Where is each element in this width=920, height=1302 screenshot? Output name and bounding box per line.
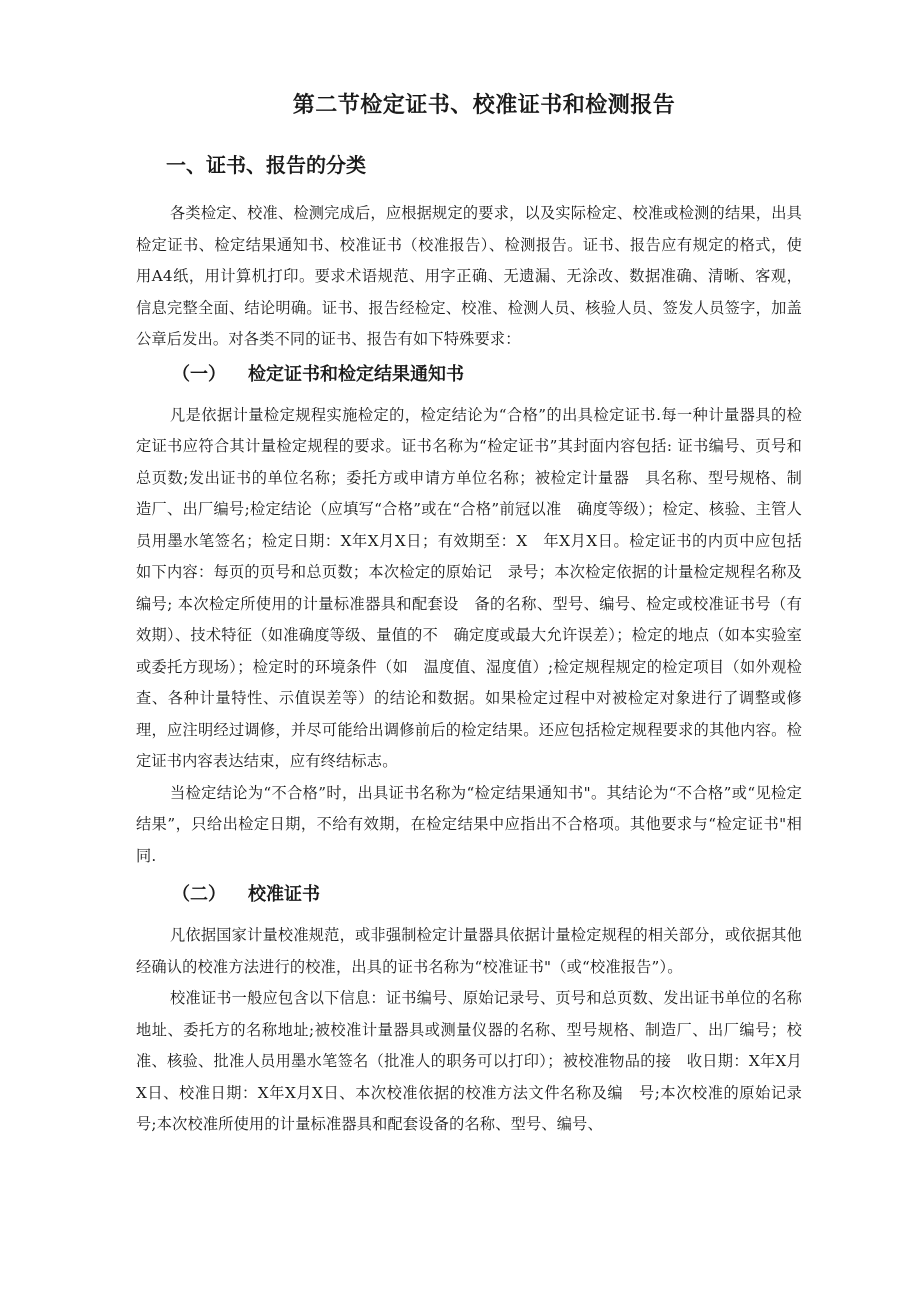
verification-certificate-paragraph: 凡是依据计量检定规程实施检定的，检定结论为“合格”的出具检定证书.每一种计量器具的检定证书应符合其计量检定规程的要求。证书名称为“检定证书”其封面内容包括: 证书编号、页号和总页数;发出证书的单位名称；委托方或申请方单位名称；被检定计量器 具名称、型号规格、制造厂、出厂编号;检定结论（应填写“合格”或在“合格”前冠以准 确度等级）；检定、核验、主管人员用墨水笔签名；检定日期：X年X月X日；有效期至：X 年X月X日。检定证书的内页中应包括如下内容：每页的页号和总页数；本次检定的原始记 录号；本次检定依据的计量检定规程名称及编号; 本次检定所使用的计量标准器具和配套设 备的名称、型号、编号、检定或校准证书号（有效期）、技术特征（如准确度等级、量值的不 确定度或最大允许误差）；检定的地点（如本实验室或委托方现场）；检定时的环境条件（如 温度值、湿度值）;检定规程规定的检定项目（如外观检查、各种计量特性、示值误差等）的结论和数据。如果检定过程中对被检定对象进行了调整或修理，应注明经过调修，并尽可能给出调修前后的检定结果。还应包括检定规程要求的其他内容。检定证书内容表达结束，应有终结标志。 — [136, 405, 802, 770]
page-title: 第二节检定证书、校准证书和检测报告 — [292, 93, 676, 118]
verification-result-notice-paragraph: 当检定结论为“不合格”时，出具证书名称为“检定结果通知书"。其结论为“不合格”或“见检定结果”，只给出检定日期，不给有效期，在检定结果中应指出不合格项。其他要求与“检定证书"相同. — [136, 783, 802, 865]
subsection-heading-calibration-certificate — [172, 880, 802, 906]
calibration-definition-paragraph: 凡依据国家计量校准规范，或非强制检定计量器具依据计量检定规程的相关部分，或依据其他经确认的校准方法进行的校准，出具的证书名称为“校准证书"（或“校准报告”）。 — [136, 926, 802, 976]
section-heading-classification: 一、证书、报告的分类 — [166, 153, 366, 177]
section-intro-paragraph: 各类检定、校准、检测完成后，应根据规定的要求，以及实际检定、校准或检测的结果，出具检定证书、检定结果通知书、校准证书（校准报告）、检测报告。证书、报告应有规定的格式，使用A4纸，用计算机打印。要求术语规范、用字正确、无遗漏、无涂改、数据准确、清晰、客观，信息完整全面、结论明确。证书、报告经检定、校准、检测人员、核验人员、签发人员签字，加盖公章后发出。对各类不同的证书、报告有如下特殊要求： — [136, 204, 802, 348]
subsection-number: （一） — [172, 363, 226, 385]
calibration-content-paragraph: 校准证书一般应包含以下信息：证书编号、原始记录号、页号和总页数、发出证书单位的名称地址、委托方的名称地址;被校准计量器具或测量仪器的名称、型号规格、制造厂、出厂编号；校准、核验、批准人员用墨水笔签名（批准人的职务可以打印）；被校准物品的接 收日期：X年X月X日、校准日期：X年X月X日、本次校准依据的校准方法文件名称及编 号;本次校准的原始记录号;本次校准所使用的计量标准器具和配套设备的名称、型号、编号、 — [136, 989, 802, 1133]
subsection-title: 检定证书和检定结果通知书 — [248, 363, 464, 385]
subsection-number: （二） — [172, 884, 226, 905]
subsection-title: 校准证书 — [248, 884, 320, 905]
subsection-heading-verification-certificate — [172, 360, 802, 386]
